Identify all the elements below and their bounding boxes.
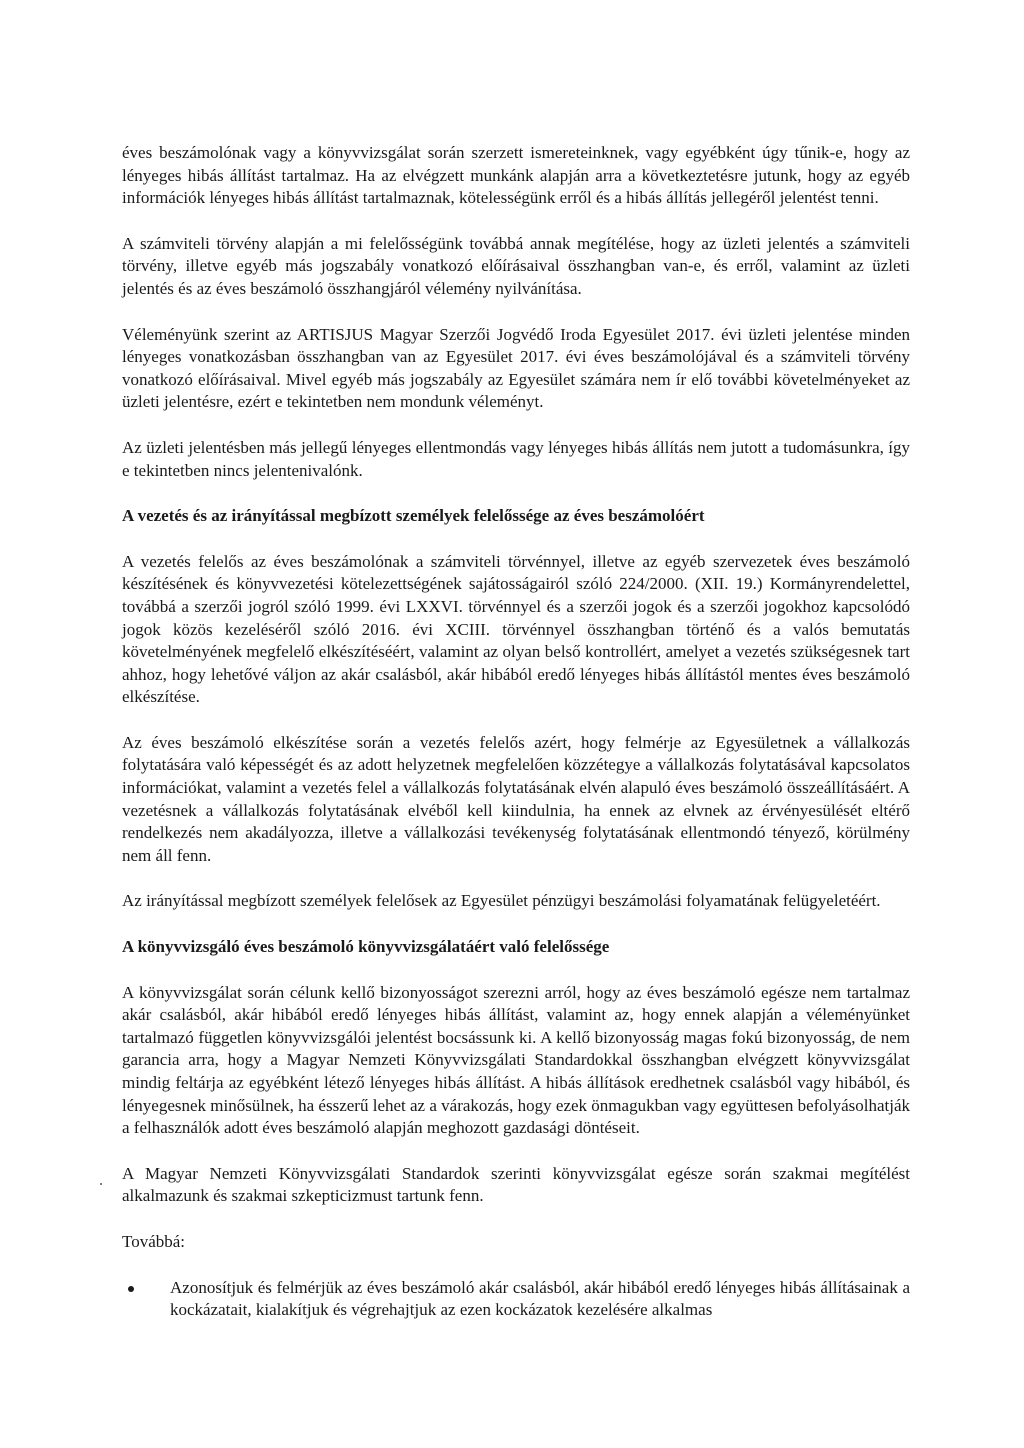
body-paragraph: A számviteli törvény alapján a mi felelősségünk továbbá annak megítélése, hogy az üzleti jelentés a számviteli törvény, illetve egyéb más jogszabály vonatkozó előírásaival összhangban van-e, és erről, valamint az üzleti jelentés és az éves beszámoló összhangjáról vélemény nyilvánítása. <box>122 233 910 298</box>
document-page <box>122 142 910 1322</box>
body-paragraph: Véleményünk szerint az ARTISJUS Magyar Szerzői Jogvédő Iroda Egyesület 2017. évi üzleti jelentése minden lényeges vonatkozásban összhangban van az Egyesület 2017. évi éves beszámolójával és a számviteli törvény vonatkozó előírásaival. Mivel egyéb más jogszabály az Egyesület számára nem ír elő további követelményeket az üzleti jelentésre, ezért e tekintetben nem mondunk véleményt. <box>122 324 910 412</box>
section-heading: A könyvvizsgáló éves beszámoló könyvvizsgálatáért való felelőssége <box>122 937 610 957</box>
body-paragraph: Az irányítással megbízott személyek felelősek az Egyesület pénzügyi beszámolási folyamatának felügyeletéért. <box>122 891 881 911</box>
scan-speck <box>100 1183 102 1185</box>
body-paragraph: Az éves beszámoló elkészítése során a vezetés felelős azért, hogy felmérje az Egyesületnek a vállalkozás folytatására való képességét és az adott helyzetnek megfelelően közzétegye a vállalkozás folytatásával kapcsolatos információkat, valamint a vezetés felel a vállalkozás folytatásának elvén alapuló éves beszámoló összeállításáért. A vezetésnek a vállalkozás folytatásának elvéből kell kiindulnia, ha ennek az elvnek az érvényesülését eltérő rendelkezés nem akadályozza, illetve a vállalkozási tevékenység folytatásának ellentmondó tényező, körülmény nem áll fenn. <box>122 732 910 865</box>
list-item <box>122 1277 910 1322</box>
body-paragraph: A vezetés felelős az éves beszámolónak a számviteli törvénnyel, illetve az egyéb szervezetek éves beszámoló készítésének és könyvvezetési kötelezettségének sajátosságairól szóló 224/2000. (XII. 19.) Kormányrendelettel, továbbá a szerzői jogról szóló 1999. évi LXXVI. törvénnyel és a szerzői jogok és a szerzői jogokhoz kapcsolódó jogok közös kezeléséről szóló 2016. évi XCIII. törvénnyel összhangban történő és a valós bemutatás követelményének megfelelő elkészítéséért, valamint az olyan belső kontrollért, amelyet a vezetés szükségesnek tart ahhoz, hogy lehetővé váljon az akár csalásból, akár hibából eredő lényeges hibás állítástól mentes éves beszámoló elkészítése. <box>122 551 910 707</box>
body-paragraph: Az üzleti jelentésben más jellegű lényeges ellentmondás vagy lényeges hibás állítás nem jutott a tudomásunkra, így e tekintetben nincs jelentenivalónk. <box>122 437 910 480</box>
list-item-text: Azonosítjuk és felmérjük az éves beszámoló akár csalásból, akár hibából eredő lényeges hibás állításainak a kockázatait, kialakítjuk és végrehajtjuk az ezen kockázatok kezelésére alkalmas <box>170 1277 910 1320</box>
section-heading: A vezetés és az irányítással megbízott személyek felelőssége az éves beszámolóért <box>122 506 705 526</box>
body-paragraph: éves beszámolónak vagy a könyvvizsgálat során szerzett ismereteinknek, vagy egyébként úgy tűnik-e, hogy az lényeges hibás állítást tartalmaz. Ha az elvégzett munkánk alapján arra a következtetésre jutunk, hogy az egyéb információk lényeges hibás állítást tartalmaznak, kötelességünk erről és a hibás állítás jellegéről jelentést tenni. <box>122 143 910 208</box>
body-paragraph: A könyvvizsgálat során célunk kellő bizonyosságot szerezni arról, hogy az éves beszámoló egésze nem tartalmaz akár csalásból, akár hibából eredő lényeges hibás állítást, valamint az, hogy ennek alapján a véleményünket tartalmazó független könyvvizsgálói jelentést bocsássunk ki. A kellő bizonyosság magas fokú bizonyosság, de nem garancia arra, hogy a Magyar Nemzeti Könyvvizsgálati Standardokkal összhangban elvégzett könyvvizsgálat mindig feltárja az egyébként létező lényeges hibás állítást. A hibás állítások eredhetnek csalásból vagy hibából, és lényegesnek minősülnek, ha ésszerű lehet az a várakozás, hogy ezek önmagukban vagy együttesen befolyásolhatják a felhasználók adott éves beszámoló alapján meghozott gazdasági döntéseit. <box>122 982 910 1138</box>
body-paragraph: A Magyar Nemzeti Könyvvizsgálati Standardok szerinti könyvvizsgálat egésze során szakmai megítélést alkalmazunk és szakmai szkepticizmust tartunk fenn. <box>122 1163 910 1206</box>
body-paragraph: Továbbá: <box>122 1231 186 1251</box>
bullet-list <box>122 1277 910 1322</box>
bullet-icon <box>128 1286 134 1292</box>
